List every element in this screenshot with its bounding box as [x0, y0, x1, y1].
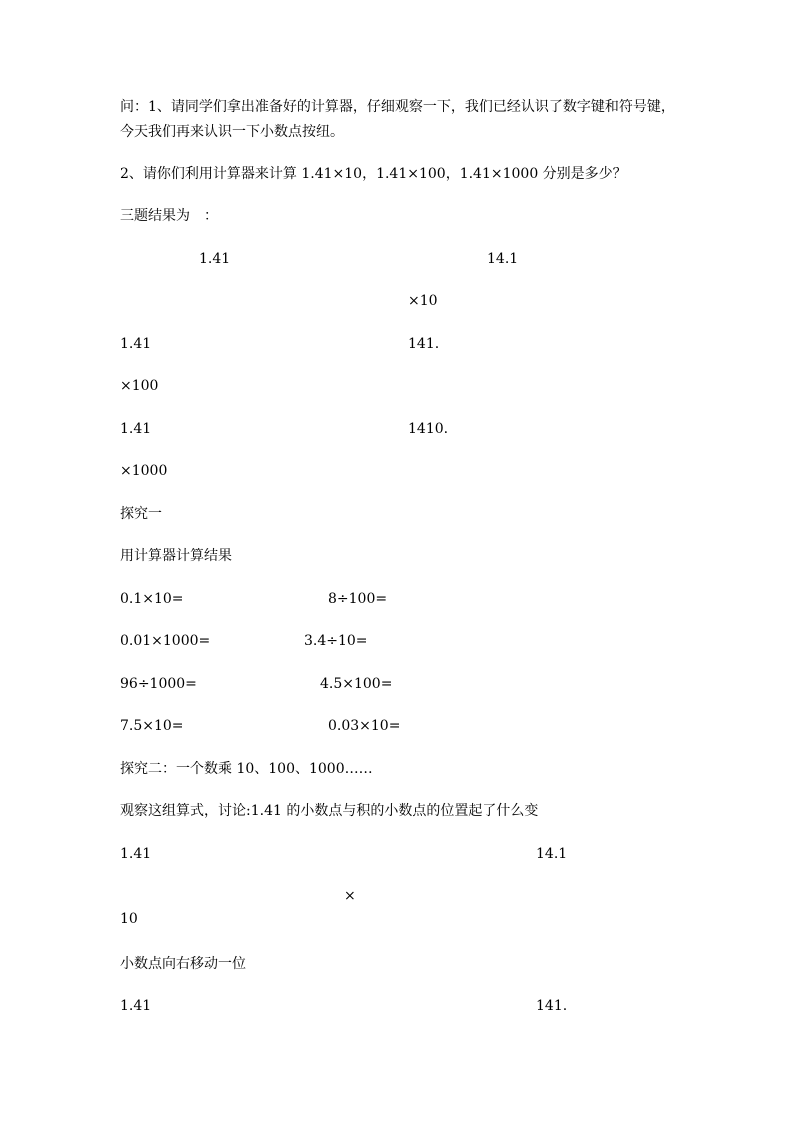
result-2-output: 141. [408, 336, 440, 352]
result-3-output: 1410. [408, 421, 449, 437]
result-1-operator: ×10 [408, 293, 438, 309]
exercise-1-left: 0.1×10= [120, 591, 184, 607]
result-1-output: 14.1 [487, 251, 519, 267]
result-2-input: 1.41 [120, 336, 152, 352]
example-1-times: × [344, 888, 356, 904]
example-2-result: 141. [536, 998, 568, 1014]
explore-1-instruction: 用计算器计算结果 [120, 548, 232, 564]
results-label: 三题结果为 ： [120, 208, 218, 224]
exercise-3-left: 96÷1000= [120, 676, 197, 692]
example-1-note: 小数点向右移动一位 [120, 956, 246, 972]
question-1: 问：1、请同学们拿出准备好的计算器，仔细观察一下，我们已经认识了数字键和符号键，今天我们再来认识一下小数点按纽。 [120, 99, 675, 140]
explore-1-heading: 探究一 [120, 506, 162, 522]
explore-2-heading: 探究二：一个数乘 10、100、1000…… [120, 761, 373, 777]
exercise-2-right: 3.4÷10= [304, 633, 368, 649]
exercise-1-right: 8÷100= [328, 591, 388, 607]
result-3-operator: ×1000 [120, 463, 168, 479]
explore-2-discussion: 观察这组算式，讨论:1.41 的小数点与积的小数点的位置起了什么变 [120, 803, 539, 819]
example-2-input: 1.41 [120, 998, 152, 1014]
result-3-input: 1.41 [120, 421, 152, 437]
example-1-result: 14.1 [536, 846, 568, 862]
result-2-operator: ×100 [120, 378, 159, 394]
exercise-3-right: 4.5×100= [320, 676, 393, 692]
example-1-input: 1.41 [120, 846, 152, 862]
result-1-input: 1.41 [199, 251, 231, 267]
question-2: 2、请你们利用计算器来计算 1.41×10，1.41×100，1.41×1000 分别是多少？ [120, 166, 627, 182]
example-1-factor: 10 [120, 911, 138, 927]
exercise-4-left: 7.5×10= [120, 718, 184, 734]
exercise-2-left: 0.01×1000= [120, 633, 211, 649]
exercise-4-right: 0.03×10= [328, 718, 401, 734]
